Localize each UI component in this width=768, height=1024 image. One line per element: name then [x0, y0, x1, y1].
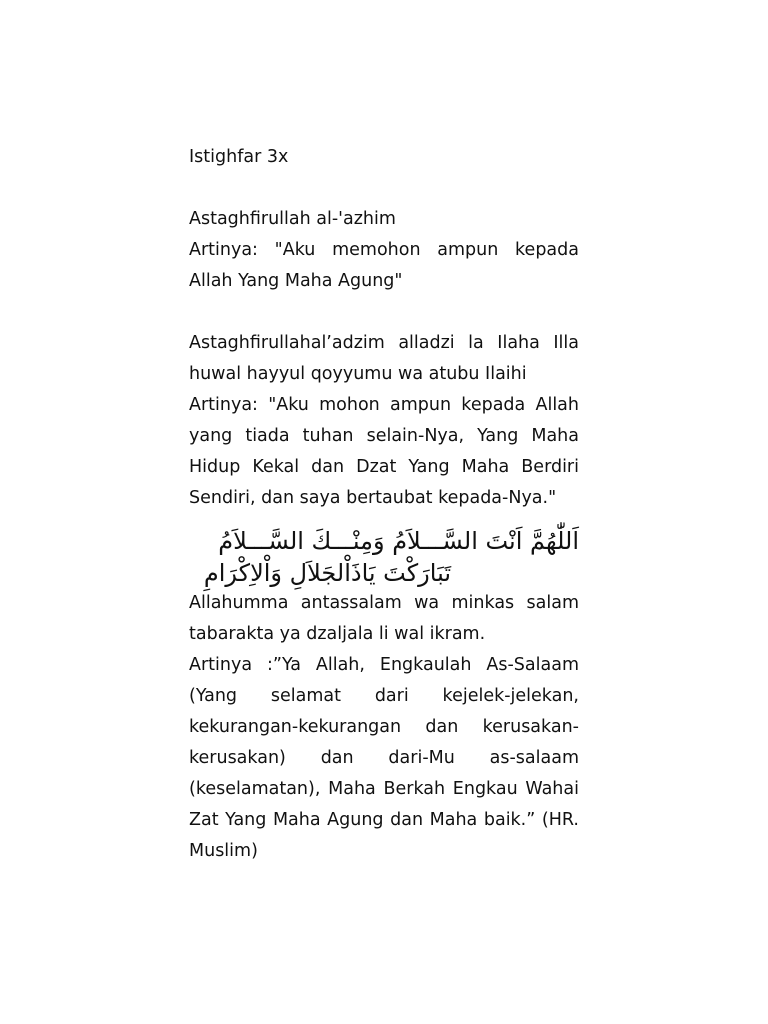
- spacer: [189, 297, 579, 328]
- arabic-line-1: اَللّٰهُمَّ اَنْتَ السَّـــلاَمُ وَمِنْـــكَ السَّـــلاَمُ: [218, 527, 579, 555]
- heading: Istighfar 3x: [189, 147, 289, 167]
- section2-transliteration: Astaghfirullahal’adzim alladzi la Ilaha Illa huwal hayyul qoyyumu wa atubu Ilaihi: [189, 333, 579, 384]
- document-page: [189, 142, 579, 867]
- arabic-dua: [189, 526, 579, 588]
- spacer: [189, 173, 579, 204]
- section2-meaning: Artinya: "Aku mohon ampun kepada Allah yang tiada tuhan selain-Nya, Yang Maha Hidup Kekal dan Dzat Yang Maha Berdiri Sendiri, dan saya bertaubat kepada-Nya.": [189, 395, 579, 508]
- section1-meaning: Artinya: "Aku memohon ampun kepada Allah Yang Maha Agung": [189, 240, 579, 291]
- section3-transliteration: Allahumma antassalam wa minkas salam tabarakta ya dzaljala li wal ikram.: [189, 593, 579, 644]
- section3-meaning: Artinya :”Ya Allah, Engkaulah As-Salaam (Yang selamat dari kejelek-jelekan, kekurangan-kekurangan dan kerusakan-kerusakan) dan dari-Mu as-salaam (keselamatan), Maha Berkah Engkau Wahai Zat Yang Maha Agung dan Maha baik.” (HR. Muslim): [189, 655, 579, 861]
- section1-transliteration: Astaghfirullah al-'azhim: [189, 209, 396, 229]
- arabic-line-2: تَبَارَكْتَ يَاذَاْلجَلاَلِ وَاْلاِكْرَامِ: [203, 559, 451, 587]
